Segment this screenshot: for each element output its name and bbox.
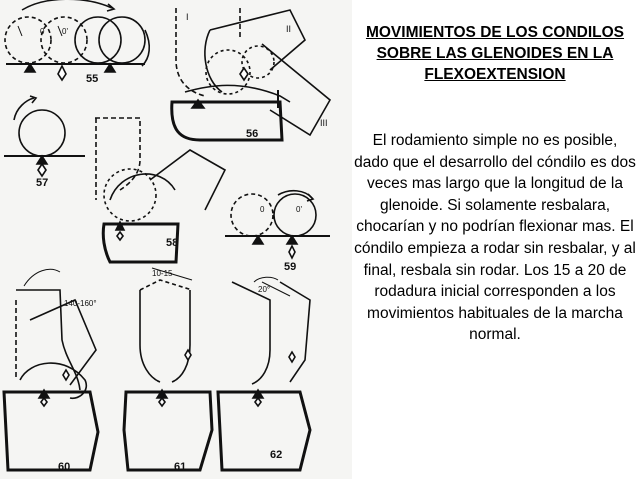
angle-label-20: 20° — [258, 285, 271, 294]
angle-label-140-160: 140-160° — [64, 299, 97, 308]
roman-label-i: I — [186, 12, 189, 22]
roman-label-iii: III — [320, 118, 328, 128]
text-panel — [352, 0, 638, 479]
point-label-o-prime-59: 0' — [296, 205, 302, 214]
figure-55-drawing — [5, 0, 149, 80]
point-label-o-prime: 0' — [62, 27, 68, 36]
figure-label-55: 55 — [86, 73, 99, 85]
figure-label-62: 62 — [270, 449, 283, 461]
figure-label-58: 58 — [166, 237, 179, 249]
figure-label-60: 60 — [58, 461, 71, 473]
figure-label-57: 57 — [36, 177, 49, 189]
point-label-o: 0 — [40, 27, 45, 36]
figure-56-drawing — [172, 8, 330, 140]
figure-label-61: 61 — [174, 461, 187, 473]
angle-label-10-15: 10-15 — [152, 269, 173, 278]
slide-body-text: El rodamiento simple no es posible, dado que el desarrollo del cóndilo es dos veces mas largo que la longitud de la glenoide. Si solamente resbalara, chocarían y no podrían flexionar mas. El cóndilo empieza a rodar sin resbalar, y al final, resbala sin rodar. Los 15 a 20 de rodadura inicial corresponden a los movimientos habituales de la marcha normal. — [354, 132, 636, 344]
roman-label-ii: II — [286, 24, 292, 34]
slide-title: MOVIMIENTOS DE LOS CONDILOS SOBRE LAS GLENOIDES EN LA FLEXOEXTENSION — [365, 24, 625, 83]
figure-label-56: 56 — [246, 128, 259, 140]
figure-label-59: 59 — [284, 261, 297, 273]
figure-59-drawing — [225, 191, 330, 258]
figure-62-drawing — [218, 277, 310, 470]
figure-57-drawing — [4, 96, 85, 176]
figure-61-drawing — [124, 268, 212, 470]
point-label-o-59: 0 — [260, 205, 265, 214]
